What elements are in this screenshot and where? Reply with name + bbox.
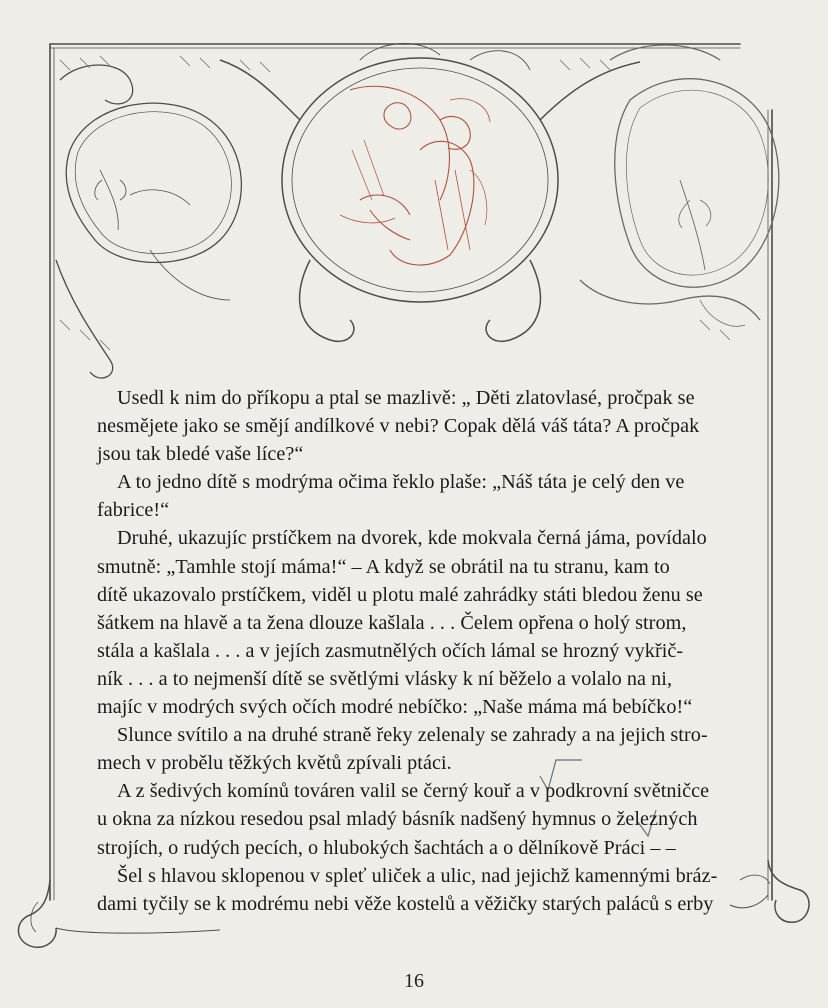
text-line: Usedl k nim do příkopu a ptal se mazlivě: „ Děti zlatovlasé, pročpak se xyxy=(117,387,695,409)
text-line: A z šedivých komínů továren valil se černý kouř a v podkrovní světničce xyxy=(117,780,710,803)
text-line: šátkem na hlavě a ta žena dlouze kašlala . . . Čelem opřena o holý strom, xyxy=(97,611,687,634)
right-scroll-cartouche xyxy=(580,45,779,326)
page-number: 16 xyxy=(404,970,424,992)
text-line: ník . . . a to nejmenší dítě se světlými vlásky k ní běželo a volalo na ni, xyxy=(97,667,673,690)
body-text xyxy=(97,384,743,918)
central-medallion xyxy=(220,44,640,342)
text-line: strojích, o rudých pecích, o hlubokých šachtách a o dělníkově Práci – – xyxy=(97,836,676,859)
paragraph xyxy=(97,524,743,721)
left-scroll-cartouche xyxy=(56,65,241,378)
text-line: jsou tak bledé vaše líce?“ xyxy=(97,443,304,466)
text-line: dítě ukazovalo prstíčkem, viděl u plotu malé zahrádky státi bledou ženu se xyxy=(97,583,703,606)
text-line: Slunce svítilo a na druhé straně řeky zelenaly se zahrady a na jejich stro- xyxy=(117,724,708,747)
text-line: A to jedno dítě s modrýma očima řeklo plaše: „Náš táta je celý den ve xyxy=(117,471,685,494)
text-line: fabrice!“ xyxy=(97,499,170,522)
text-line: dami tyčily se k modrému nebi věže kostelů a věžičky starých paláců s erby xyxy=(97,892,714,915)
paragraph xyxy=(97,721,743,777)
paragraph xyxy=(97,468,743,524)
text-line: smutně: „Tamhle stojí máma!“ – A když se obrátil na tu stranu, kam to xyxy=(97,555,670,578)
text-line: u okna za nízkou resedou psal mladý básník nadšený hymnus o železných xyxy=(97,808,698,831)
paragraph xyxy=(97,862,743,918)
text-line: mech v probělu těžkých květů zpívali ptáci. xyxy=(97,752,452,775)
cherub-vignette xyxy=(340,86,490,265)
text-line: majíc v modrých svých očích modré nebíčko: „Naše máma má bebíčko!“ xyxy=(97,696,693,719)
text-line: Šel s hlavou sklopenou v spleť uliček a ulic, nad jejichž kamennými bráz- xyxy=(117,864,718,887)
paragraph xyxy=(97,777,743,861)
paragraph xyxy=(97,384,743,468)
text-line: stála a kašlala . . . a v jejích zasmutnělých očích lámal se hrozný vykřič- xyxy=(97,639,684,662)
text-line: Druhé, ukazujíc prstíčkem na dvorek, kde mokvala černá jáma, povídalo xyxy=(117,527,707,550)
text-line: nesmějete jako se smějí andílkové v nebi? Copak dělá váš táta? A pročpak xyxy=(97,415,700,438)
